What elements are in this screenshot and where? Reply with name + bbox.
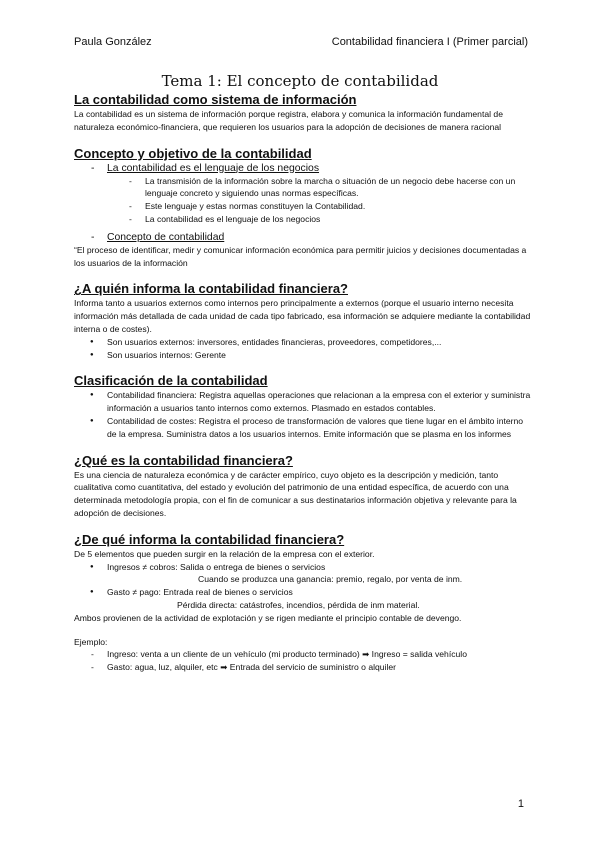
classification-list [74,389,534,440]
page-number: 1 [517,798,524,810]
list-item-continuation: Pérdida directa: catástrofes, incendios, pérdida de inm material. [177,599,420,610]
list-item: ● Contabilidad financiera: Registra aquellas operaciones que relacionan a la empresa con el exterior y suministra información a usuarios tanto internos como externos. Plasmado en estados contables. [74,389,534,415]
section-heading: ¿Qué es la contabilidad financiera? [74,452,293,468]
list-subitem: - La transmisión de la información sobre la marcha o situación de un negocio debe hacerse con un lenguaje concreto y siguiendo unas normas específicas. [74,175,534,201]
section-intro: De 5 elementos que pueden surgir en la relación de la empresa con el exterior. [74,548,375,559]
page-title: Tema 1: El concepto de contabilidad [161,72,439,90]
list-item [74,162,534,175]
examples-list [74,648,534,674]
concept-list [74,162,534,244]
users-list [74,336,534,362]
definition-quote: “El proceso de identificar, medir y comunicar información económica para permitir juicios y decisiones documentadas a los usuarios de la información [74,244,527,268]
list-item-label: La contabilidad es el lenguaje de los negocios [107,162,320,174]
list-item-label: Concepto de contabilidad [107,231,225,243]
section-heading: ¿A quién informa la contabilidad financiera? [74,281,348,297]
section-paragraph: La contabilidad es un sistema de información porque registra, elabora y comunica la información fundamental de naturaleza económico-financiera, que requieren los usuarios para la adopción de decisiones de manera racional [74,109,503,132]
list-item: ● Son usuarios internos: Gerente [74,349,534,362]
section-paragraph: Es una ciencia de naturaleza económica y de carácter empírico, cuyo objeto es la descripción y medición, tanto cualitativa como cuantitativa, del estado y evolución del patrimonio de una entidad específica, de acuerdo con una determinada metodología propia, con el fin de comunicar a sus destinatarios información objetiva y relevante para la adopción de decisiones. [74,469,517,518]
list-item: ● Gasto ≠ pago: Entrada real de bienes o servicios [74,586,534,599]
header-author: Paula González [74,36,152,48]
elements-list [74,561,534,612]
list-item: - Gasto: agua, luz, alquiler, etc ➡ Entrada del servicio de suministro o alquiler [74,661,534,674]
section-heading: Clasificación de la contabilidad [74,373,268,389]
list-subitem: - La contabilidad es el lenguaje de los negocios [74,213,534,226]
list-subitem: - Este lenguaje y estas normas constituyen la Contabilidad. [74,200,534,213]
list-item: ● Contabilidad de costes: Registra el proceso de transformación de valores que tiene lugar en el ámbito interno de la empresa. Suministra datos a los usuarios internos. Emite información que se plasma en los informes [74,415,534,441]
list-item: ● Son usuarios externos: inversores, entidades financieras, proveedores, competidores,... [74,336,534,349]
example-label: Ejemplo: [74,636,108,647]
section-heading: La contabilidad como sistema de información [74,92,357,107]
header-course: Contabilidad financiera I (Primer parcial) [331,36,528,48]
section-heading: Concepto y objetivo de la contabilidad [74,145,312,161]
list-item: ● Ingresos ≠ cobros: Salida o entrega de bienes o servicios [74,561,534,574]
document-body [74,91,534,674]
list-item [74,231,534,244]
section-paragraph: Informa tanto a usuarios externos como internos pero principalmente a externos (porque el usuario interno necesita información más detallada de cada unidad de cada tipo fabricado, esa información se adquiere mediante la contabilidad interna o de costes). [74,298,531,334]
list-item-continuation: Cuando se produzca una ganancia: premio, regalo, por venta de inm. [198,574,463,585]
section-heading: ¿De qué informa la contabilidad financiera? [74,531,345,547]
list-item: - Ingreso: venta a un cliente de un vehículo (mi producto terminado) ➡ Ingreso = salida vehículo [74,648,534,661]
section-closing: Ambos provienen de la actividad de explotación y se rigen mediante el principio contable de devengo. [74,612,462,623]
